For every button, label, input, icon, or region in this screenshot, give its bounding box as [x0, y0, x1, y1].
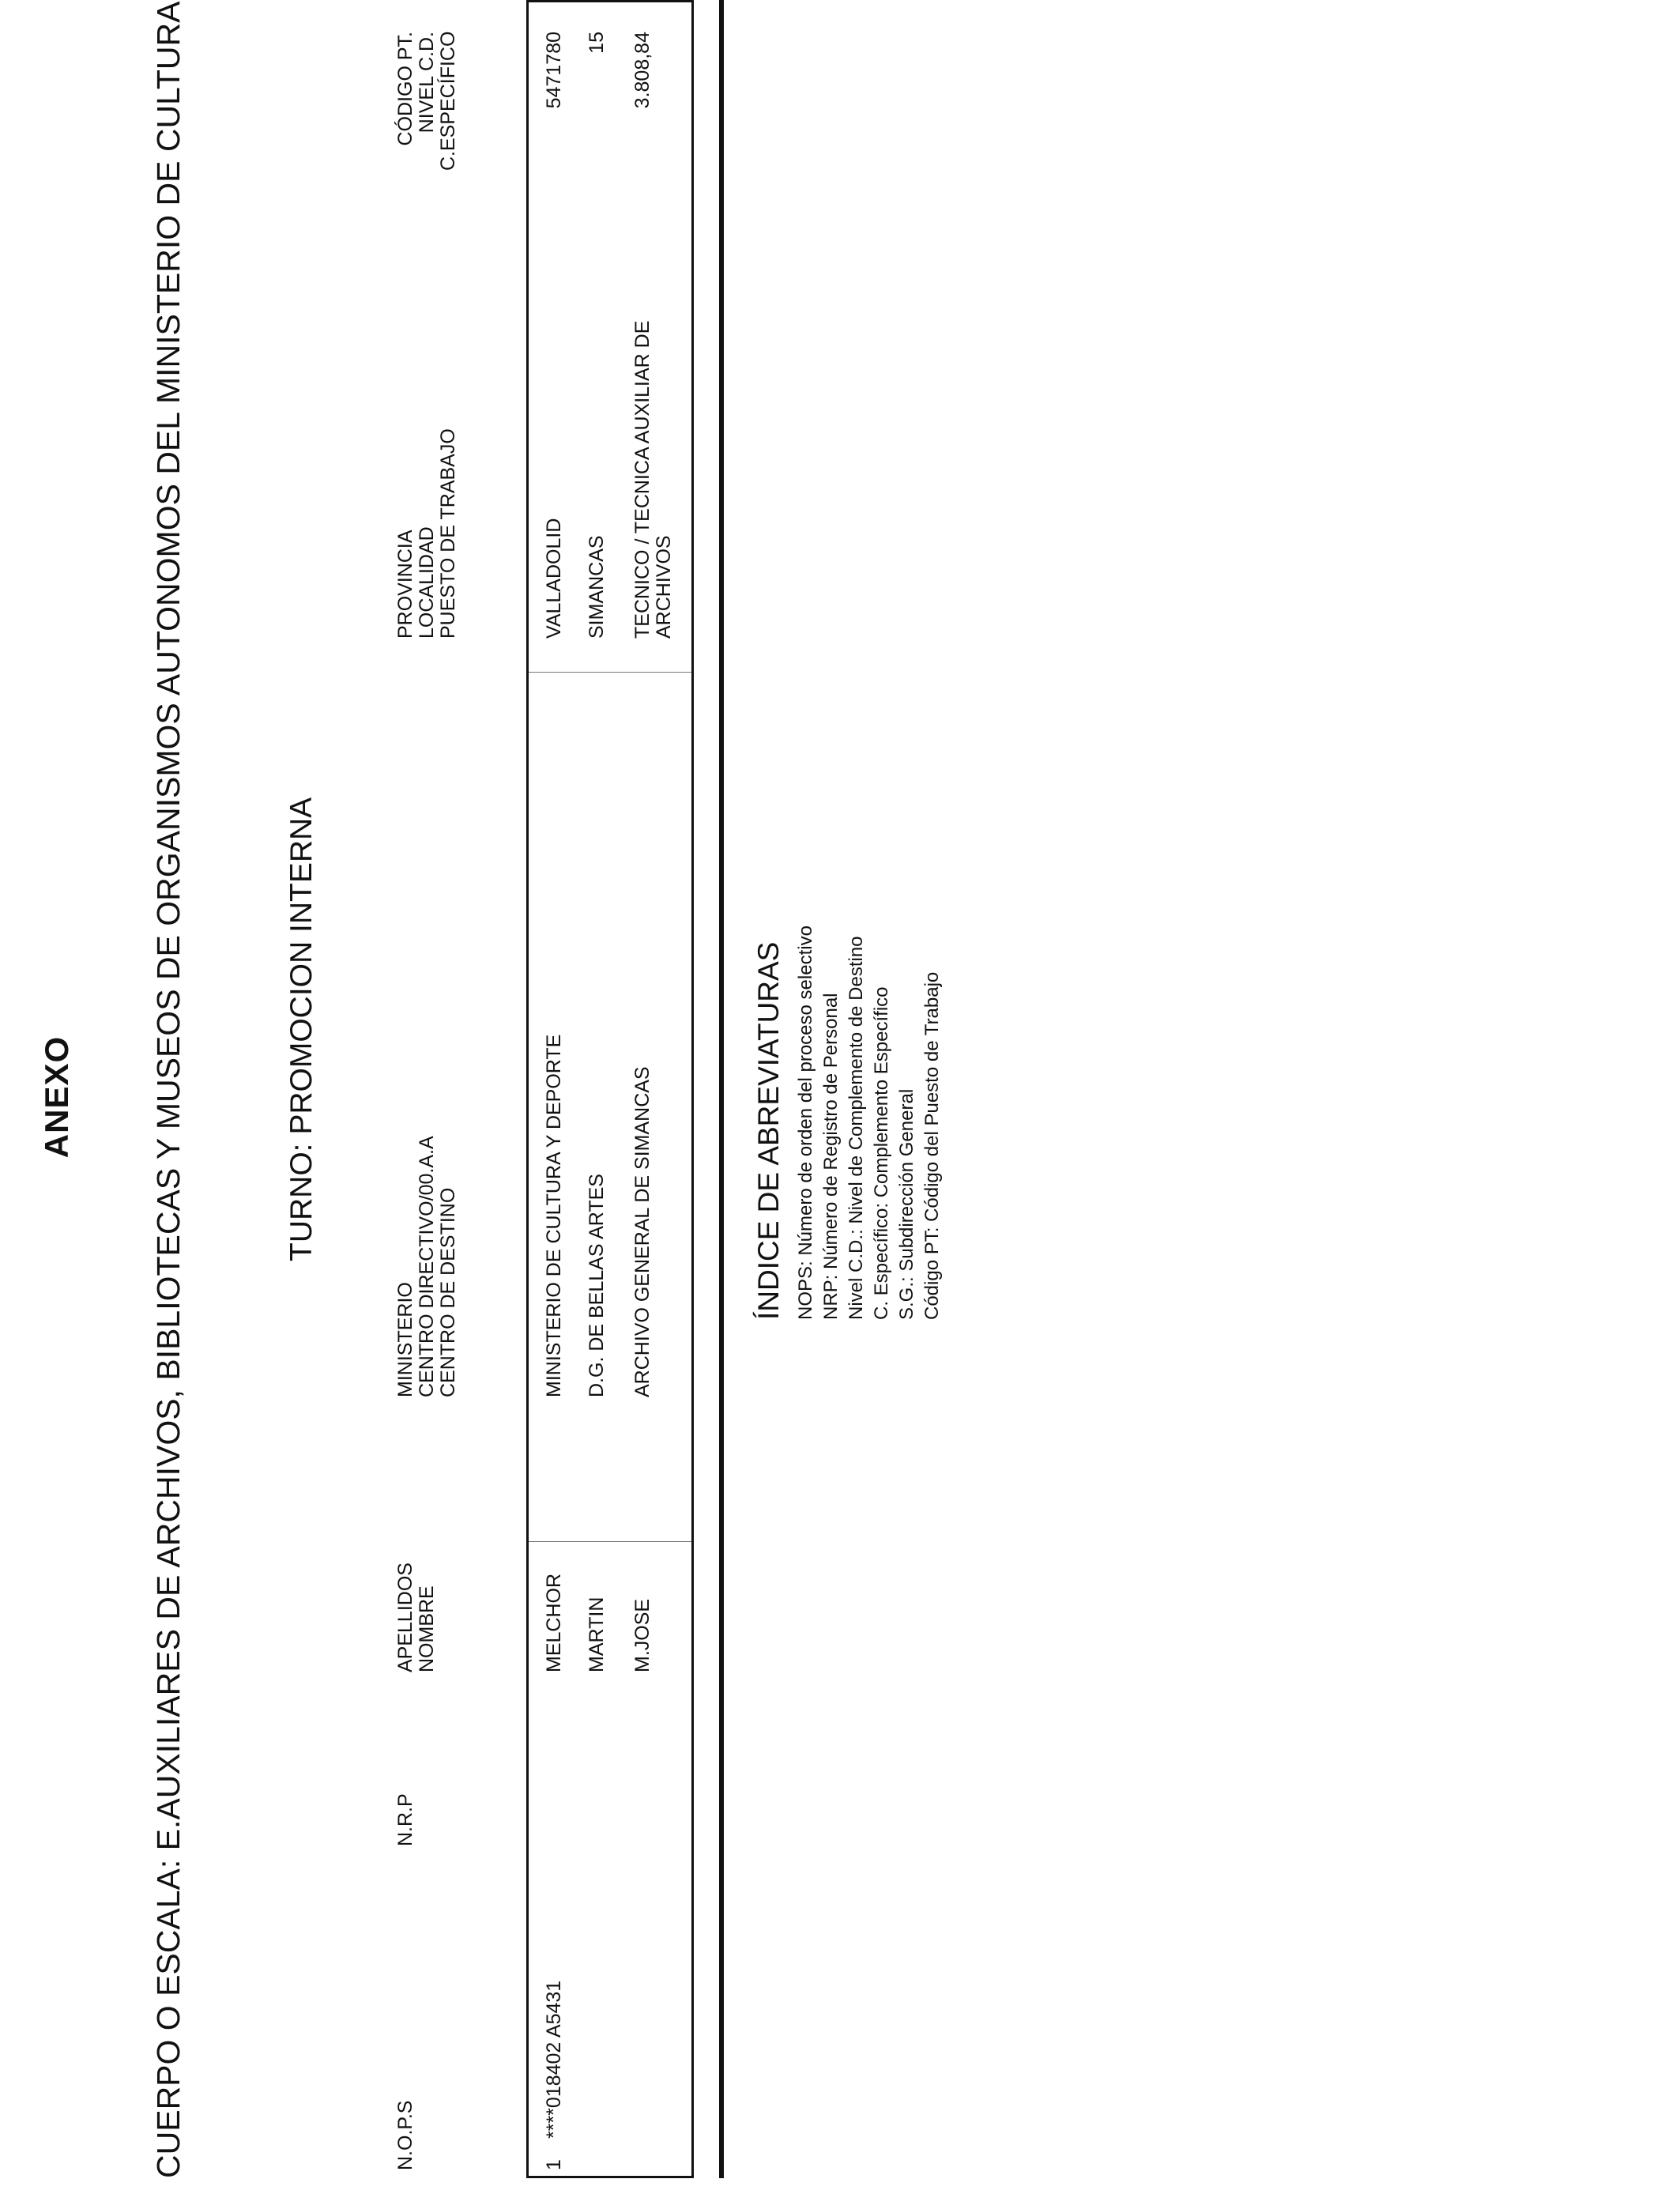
column-divider [529, 672, 691, 673]
cell-codigo-pt: 5471780 [543, 32, 565, 109]
separator-rule [719, 0, 724, 2178]
cell-nrp: ****018402 A5431 [543, 1980, 565, 2139]
cell-puesto-trabajo: TECNICO / TECNICA AUXILIAR DE ARCHIVOS [631, 320, 675, 639]
header-nops: N.O.P.S [394, 2100, 416, 2170]
cell-nops: 1 [543, 2159, 565, 2170]
cuerpo-heading: CUERPO O ESCALA: E.AUXILIARES DE ARCHIVOS, BIBLIOTECAS Y MUSEOS DE ORGANISMOS AUTONOMOS DEL MINISTERIO DE CULTURA [150, 1, 186, 2178]
cell-localidad: SIMANCAS [586, 535, 608, 639]
cell-provincia: VALLADOLID [543, 518, 565, 639]
cell-centro-directivo: D.G. DE BELLAS ARTES [586, 1174, 608, 1397]
header-apellidos: APELLIDOS NOMBRE [394, 1563, 438, 1672]
cell-apellido1: MELCHOR [543, 1573, 565, 1672]
header-ministerio: MINISTERIO CENTRO DIRECTIVO/00.A.A CENTRO DE DESTINO [394, 1136, 459, 1397]
header-codigo: CÓDIGO PT. NIVEL C.D. C.ESPECÍFICO [394, 31, 459, 171]
index-line: NOPS: Número de orden del proceso selectivo [795, 925, 816, 1320]
index-line: NRP: Número de Registro de Personal [820, 993, 842, 1320]
header-provincia: PROVINCIA LOCALIDAD PUESTO DE TRABAJO [394, 428, 459, 639]
column-divider [529, 1541, 691, 1542]
index-title: ÍNDICE DE ABREVIATURAS [752, 941, 785, 1320]
index-line: C. Específico: Complemento Específico [871, 986, 892, 1320]
document-title: ANEXO [38, 1035, 75, 1159]
cell-ministerio: MINISTERIO DE CULTURA Y DEPORTE [543, 1034, 565, 1397]
header-nrp: N.R.P [394, 1793, 416, 1846]
turno-heading: TURNO: PROMOCION INTERNA [284, 797, 318, 1261]
cell-apellido2: MARTIN [586, 1596, 608, 1672]
index-line: Código PT: Código del Puesto de Trabajo [921, 971, 943, 1320]
cell-nivel-cd: 15 [586, 32, 608, 54]
cell-nombre: M.JOSE [631, 1598, 654, 1672]
cell-especifico: 3.808,84 [631, 32, 654, 109]
index-list [793, 925, 945, 1320]
index-line: S.G.: Subdirección General [896, 1088, 917, 1320]
index-line: Nivel C.D.: Nivel de Complemento de Destino [846, 936, 867, 1320]
cell-centro-destino: ARCHIVO GENERAL DE SIMANCAS [631, 1066, 654, 1397]
